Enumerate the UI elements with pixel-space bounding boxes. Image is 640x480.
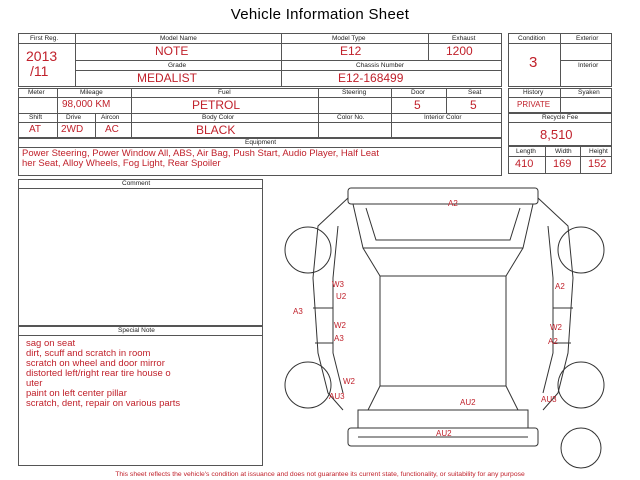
exhaust-value: 1200 <box>446 44 473 58</box>
length-value: 410 <box>515 158 534 170</box>
body-color-value: BLACK <box>196 123 236 137</box>
hood-outline <box>353 204 533 248</box>
spare-wheel <box>561 428 601 468</box>
equipment-line-1: Power Steering, Power Window All, ABS, Air Bag, Push Start, Audio Player, Half Leat <box>22 148 379 159</box>
model-type-label: Model Type <box>332 35 366 42</box>
shift-value: AT <box>29 124 42 135</box>
car-diagram <box>268 178 618 470</box>
special-note-line: sag on seat <box>26 338 76 349</box>
grade-value: MEDALIST <box>137 71 198 85</box>
width-value: 169 <box>553 158 572 170</box>
syaken-label: Syaken <box>578 89 600 96</box>
equipment-line-2: her Seat, Alloy Wheels, Fog Light, Rear Spoiler <box>22 158 221 169</box>
comment-box <box>18 179 263 326</box>
damage-mark-left-door-w2: W2 <box>334 321 346 330</box>
windshield <box>363 248 523 276</box>
width-label: Width <box>555 148 572 155</box>
roof <box>380 276 506 386</box>
height-value: 152 <box>588 158 607 170</box>
seat-value: 5 <box>470 98 477 112</box>
damage-mark-right-rear-wheel: AU3 <box>541 395 557 404</box>
damage-mark-left-rear-wheel: AU3 <box>329 392 345 401</box>
special-note-line: paint on left center pillar <box>26 388 127 399</box>
damage-mark-left-side: A3 <box>293 307 303 316</box>
door-label: Door <box>411 89 426 96</box>
condition-value: 3 <box>529 54 538 71</box>
exhaust-label: Exhaust <box>452 35 476 42</box>
chassis-label: Chassis Number <box>356 62 405 69</box>
damage-mark-right-door-a2: A2 <box>548 337 558 346</box>
special-note-line: uter <box>26 378 43 389</box>
interior-color-label: Interior Color <box>424 114 462 121</box>
first-reg-label: First Reg. <box>30 35 59 42</box>
equipment-label: Equipment <box>245 139 277 146</box>
damage-mark-left-inner: U2 <box>336 292 347 301</box>
height-label: Height <box>589 148 608 155</box>
right-side-body <box>538 198 573 410</box>
special-note-line: distorted left/right rear tire house o <box>26 368 171 379</box>
history-label: History <box>523 89 544 96</box>
aircon-label: Aircon <box>101 114 120 121</box>
damage-mark-rear-bumper: AU2 <box>436 429 452 438</box>
drive-value: 2WD <box>61 124 84 135</box>
special-note-line: scratch on wheel and door mirror <box>26 358 165 369</box>
damage-mark-left-door-a3: A3 <box>334 334 344 343</box>
model-name-value: NOTE <box>155 44 189 58</box>
aircon-value: AC <box>105 124 119 135</box>
color-no-label: Color No. <box>337 114 365 121</box>
seat-label: Seat <box>468 89 482 96</box>
comment-label: Comment <box>122 180 151 187</box>
special-note-label: Special Note <box>118 327 155 334</box>
fuel-label: Fuel <box>218 89 231 96</box>
mileage-label: Mileage <box>80 89 103 96</box>
damage-mark-right-fender: A2 <box>555 282 565 291</box>
damage-mark-left-rear-w2: W2 <box>343 377 355 386</box>
rear-left-wheel <box>285 362 331 408</box>
model-name-label: Model Name <box>160 35 197 42</box>
damage-mark-right-door-w2: W2 <box>550 323 562 332</box>
chassis-value: E12-168499 <box>338 71 404 85</box>
sheet-title: Vehicle Information Sheet <box>230 6 410 23</box>
drive-label: Drive <box>66 114 82 121</box>
history-value: PRIVATE <box>517 100 551 109</box>
rear-panel <box>358 410 528 428</box>
meter-label: Meter <box>28 89 45 96</box>
damage-mark-front: A2 <box>448 199 458 208</box>
recycle-value: 8,510 <box>540 127 573 142</box>
recycle-label: Recycle Fee <box>542 114 579 121</box>
body-color-label: Body Color <box>202 114 235 121</box>
special-note-line: scratch, dent, repair on various parts <box>26 398 181 409</box>
mileage-value: 98,000 KM <box>62 99 111 110</box>
rear-right-wheel <box>558 362 604 408</box>
fuel-value: PETROL <box>192 98 241 112</box>
first-reg-month: /11 <box>30 63 49 79</box>
damage-mark-rear-panel: AU2 <box>460 398 476 407</box>
first-reg-year: 2013 <box>26 48 58 64</box>
front-right-wheel <box>558 227 604 273</box>
rear-window <box>368 386 518 410</box>
footer-disclaimer: This sheet reflects the vehicle's condition at issuance and does not guarantee its current state, functionality, or suitability for any purpose <box>115 471 525 478</box>
front-bumper <box>348 188 538 204</box>
special-note-line: dirt, scuff and scratch in room <box>26 348 151 359</box>
interior-label: Interior <box>578 62 599 69</box>
front-left-wheel <box>285 227 331 273</box>
grade-label: Grade <box>168 62 187 69</box>
length-label: Length <box>516 148 536 155</box>
door-value: 5 <box>414 98 421 112</box>
damage-mark-left-fender: W3 <box>332 280 344 289</box>
shift-label: Shift <box>29 114 43 121</box>
model-type-value: E12 <box>340 44 362 58</box>
exterior-label: Exterior <box>576 35 599 42</box>
condition-label: Condition <box>518 35 546 42</box>
steering-label: Steering <box>342 89 367 96</box>
